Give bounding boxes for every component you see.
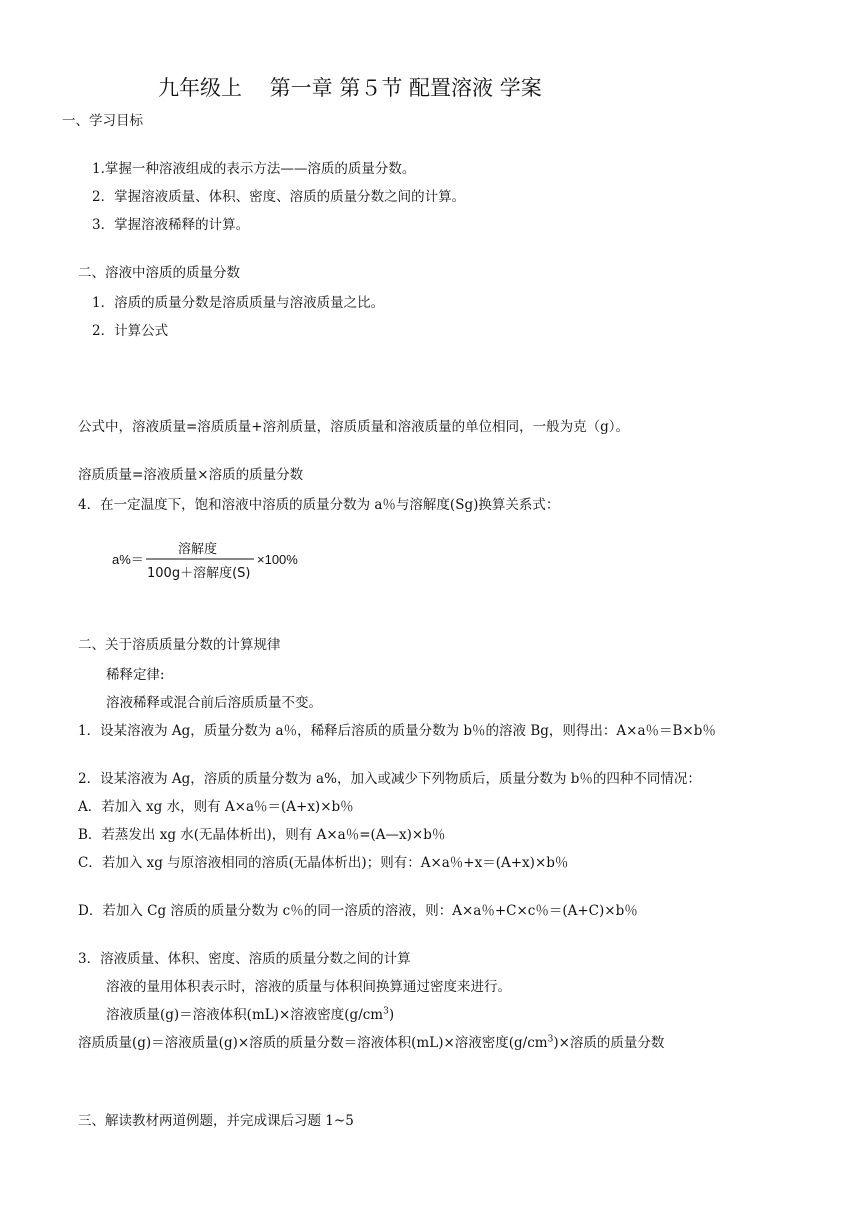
document-title: 九年级上 第一章 第５节 配置溶液 学案: [158, 76, 542, 100]
rule-item: 2．设某溶液为 Ag，溶质的质量分数为 a%，加入或减少下列物质后，质量分数为 b％的四种不同情况：: [78, 771, 701, 787]
dilution-label: 稀释定律:: [106, 667, 165, 683]
rule3-formula-volume: 溶液质量(g)＝溶液体积(mL)×溶液密度$(g/cm^3)$: [106, 1006, 395, 1023]
formula-lhs: a%＝: [112, 552, 144, 567]
case-item: A．若加入 xg 水，则有 A×a％＝(A+x)×b％: [78, 799, 354, 815]
section-heading-exercises: 三、解读教材两道例题，并完成课后习题 1~5: [78, 1113, 354, 1129]
section-heading-mass-fraction: 二、溶液中溶质的质量分数: [78, 265, 240, 281]
mass-fraction-item: 2．计算公式: [92, 323, 169, 339]
objective-item: 1.掌握一种溶液组成的表示方法——溶质的质量分数。: [92, 161, 416, 177]
case-item: C．若加入 xg 与原溶液相同的溶质(无晶体析出)；则有：A×a％+x＝(A+x)×b％: [78, 855, 569, 871]
dilution-text: 溶液稀释或混合前后溶质质量不变。: [106, 695, 322, 711]
formula-numerator: 溶解度: [178, 542, 218, 557]
rule-item: 1．设某溶液为 Ag，质量分数为 a％，稀释后溶质的质量分数为 b％的溶液 Bg，则得出：A×a％＝B×b％: [78, 723, 716, 739]
mass-fraction-item: 1．溶质的质量分数是溶质质量与溶液质量之比。: [92, 295, 385, 311]
case-item: D．若加入 Cg 溶质的质量分数为 c％的同一溶质的溶液，则：A×a％+C×c％＝(A+C)×b％: [78, 903, 638, 919]
solubility-item: 4．在一定温度下，饱和溶液中溶质的质量分数为 a％与溶解度(Sg)换算关系式：: [78, 497, 560, 513]
formula-note: 溶质质量=溶液质量×溶质的质量分数: [78, 467, 304, 483]
formula-note: 公式中，溶液质量=溶质质量+溶剂质量，溶质质量和溶液质量的单位相同，一般为克（g）。: [78, 419, 630, 435]
solubility-formula: [112, 536, 352, 584]
section-heading-rules: 二、关于溶质质量分数的计算规律: [78, 637, 281, 653]
case-item: B．若蒸发出 xg 水(无晶体析出)，则有 A×a％=(A—x)×b％: [78, 827, 446, 843]
rule3-formula-solute: 溶质质量(g)＝溶液质量(g)×溶质的质量分数＝溶液体积(mL)×溶液密度$(g/cm^3)\times$溶质的质量分数: [78, 1034, 665, 1051]
rule3-description: 溶液的量用体积表示时，溶液的质量与体积间换算通过密度来进行。: [106, 979, 511, 995]
section-heading-objectives: 一、学习目标: [62, 113, 143, 129]
rule-item: 3．溶液质量、体积、密度、溶质的质量分数之间的计算: [78, 951, 411, 967]
formula-denominator: 100g＋溶解度(S): [147, 566, 251, 581]
objective-item: 3．掌握溶液稀释的计算。: [92, 217, 250, 233]
formula-factor: ×100%: [257, 552, 298, 567]
objective-item: 2．掌握溶液质量、体积、密度、溶质的质量分数之间的计算。: [92, 189, 466, 205]
